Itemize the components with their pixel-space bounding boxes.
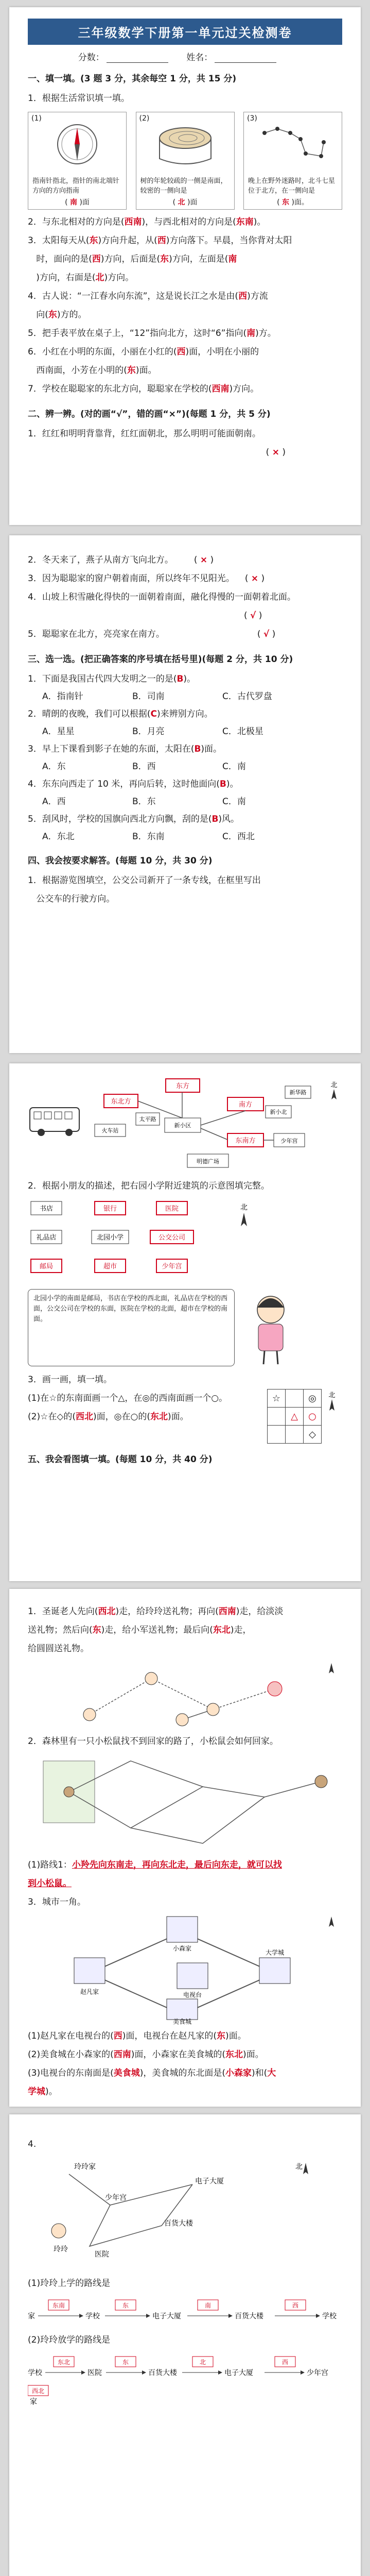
- s2-q2: 2．冬天来了，燕子从南方飞向北方。 ( × ): [28, 555, 214, 565]
- name-label: 姓名：: [186, 53, 213, 63]
- grid-cell[interactable]: [286, 1426, 304, 1444]
- s1-q7: 7．学校在聪聪家的东北方向，聪聪家在学校的(西南)方向。: [28, 384, 259, 394]
- compass-picture: [28, 112, 127, 210]
- answer: 西南: [218, 1606, 236, 1617]
- s1-q4: 4．古人说：“一江春水向东流”，这是说长江之水是由(西)方流 向(东)方的。: [28, 291, 268, 320]
- place-lingling-home: 玲玲家: [74, 2163, 96, 2171]
- map-answer-southeast: 东南方: [235, 1137, 256, 1145]
- answer: 东北: [225, 2049, 243, 2060]
- north-label: 北: [328, 1392, 336, 1399]
- score-label: 分数：: [78, 53, 104, 63]
- worksheet-page-2: [9, 535, 361, 1053]
- place-hospital: 医院: [165, 1205, 179, 1213]
- s4-q3-body: [28, 1389, 342, 1444]
- place-school: 北园小学: [96, 1234, 124, 1242]
- north-arrow-icon: [329, 1399, 334, 1411]
- s3-q1: 1．下面是我国古代四大发明之一的是(B)。: [28, 674, 196, 684]
- s5-q3-3: (3)电视台的东南面是(美食城)，美食城的东北面是(小森家)和(大 学城)。: [28, 2068, 276, 2097]
- big-dipper-icon: [244, 112, 342, 174]
- answer: 西南: [113, 2049, 131, 2060]
- s5-q3-2: (2)美食城在小森家的(西南)面，小森家在美食城的(东北)面。: [28, 2049, 264, 2060]
- map-place-plaza: 明德广场: [197, 1158, 219, 1165]
- map-place-xinhua-road: 新华路: [289, 1089, 307, 1096]
- girl-illustration: [235, 1289, 307, 1366]
- answer: 西: [238, 291, 248, 301]
- route-node: 百货大楼: [235, 2312, 263, 2320]
- speech-and-child: [28, 1289, 342, 1366]
- option[interactable]: C．西北: [222, 832, 255, 842]
- route-node: 学校: [85, 2312, 100, 2320]
- s4-q3-1: (1)在☆的东南面画一个△，在◎的西南面画一个○。: [28, 1393, 228, 1403]
- s2-q3: 3．因为聪聪家的窗户朝着南面，所以终年不见阳光。 ( × ): [28, 573, 265, 584]
- option[interactable]: A．东: [42, 761, 66, 772]
- answer: 东北: [213, 1625, 231, 1635]
- answer: 南: [228, 254, 237, 264]
- answer: 西: [92, 254, 101, 264]
- answer: 西南: [124, 217, 142, 227]
- s1-q1: 1．根据生活常识填一填。: [28, 93, 130, 104]
- answer: 西: [177, 347, 186, 357]
- compass-icon: [28, 112, 126, 174]
- s5-q2-1: (1)路线1：小羚先向东南走，再向东北走，最后向东走，就可以找 到小松鼠。: [28, 1860, 282, 1889]
- forest-map: [28, 1751, 342, 1854]
- s2-q5: 5．聪聪家在北方，亮亮家在南方。 ( √ ): [28, 629, 276, 639]
- route-2: [28, 2349, 342, 2406]
- answer: ×: [251, 573, 259, 584]
- s5-q3-1: (1)赵凡家在电视台的(西)面，电视台在赵凡家的(东)面。: [28, 2031, 246, 2041]
- s5-q2: 2．森林里有一只小松鼠找不到回家的路了，小松鼠会如何回家。: [28, 1736, 278, 1747]
- answer: 西北: [98, 1606, 116, 1617]
- map-place-xinxiaobei: 新小北: [270, 1109, 287, 1115]
- s3-q2: 2．晴朗的夜晚，我们可以根据(C)来辨别方向。: [28, 709, 213, 719]
- score-field[interactable]: [107, 53, 168, 63]
- route-node: 学校: [322, 2312, 337, 2320]
- route-node: 百货大楼: [148, 2369, 177, 2377]
- answer: B: [219, 779, 226, 789]
- option[interactable]: B．西: [132, 761, 156, 772]
- s4-q3-2: (2)☆在◇的(西北)面，◎在○的(东北)面。: [28, 1412, 189, 1422]
- route-direction: 西: [281, 2359, 289, 2366]
- route-node: 学校: [28, 2369, 42, 2377]
- place-hospital: 医院: [95, 2250, 109, 2259]
- worksheet-page-3: [9, 1063, 361, 1581]
- section-1-heading: 一、填一填。(3 题 3 分，其余每空 1 分，共 15 分): [28, 74, 237, 84]
- speech-bubble: 北园小学的南面是邮局，书店在学校的西北面，礼品店在学校的西面，公交公司在学校的东面，医院在学校的北面，超市在学校的南面。: [28, 1289, 235, 1366]
- grid-cell[interactable]: △: [286, 1408, 304, 1426]
- answer: √: [250, 611, 256, 621]
- pic-answer-line: ( 北 )面: [172, 198, 198, 207]
- grid-cell[interactable]: ○: [304, 1408, 322, 1426]
- route-node: 家: [28, 2312, 35, 2320]
- student-info-row: [28, 50, 342, 63]
- route-direction: 东南: [52, 2302, 65, 2309]
- pic-answer: 南: [70, 198, 77, 207]
- route-1: [28, 2293, 342, 2329]
- pic-number: (2): [139, 114, 150, 123]
- santa-route-map: [28, 1658, 342, 1730]
- page-title: 三年级数学下册第一单元过关检测卷: [28, 19, 342, 45]
- city-map: [28, 1911, 342, 2025]
- tour-map: [28, 1077, 342, 1175]
- north-label: 北: [330, 1081, 338, 1089]
- map-place-youth-palace: 少年宫: [280, 1138, 298, 1144]
- place-electronics-building: 电子大厦: [195, 2177, 224, 2185]
- route-node: 医院: [87, 2369, 102, 2377]
- s3-q5-options: [28, 828, 342, 845]
- city-place-food-city: 美食城: [172, 2018, 192, 2025]
- s1-q2: 2．与东北相对的方向是(西南)，与西北相对的方向是(东南)。: [28, 217, 266, 227]
- map-answer-east: 东方: [175, 1082, 190, 1090]
- answer: 美食城: [113, 2068, 140, 2078]
- answer: 东: [48, 310, 57, 320]
- name-field[interactable]: [215, 53, 276, 63]
- school-surroundings-map: [28, 1199, 223, 1287]
- tree-stump-icon: [136, 112, 234, 174]
- north-arrow-icon: [331, 1089, 337, 1099]
- bus-icon: [30, 1108, 79, 1136]
- map-place-station: 火车站: [101, 1127, 119, 1134]
- big-dipper-picture: [243, 112, 342, 210]
- s5-q4: 4.: [28, 2139, 37, 2149]
- place-supermarket: 超市: [103, 1263, 117, 1270]
- s2-q1: 1．红红和明明背靠背，红红面朝北，那么明明可能面朝南。: [28, 429, 261, 439]
- pic-answer: 北: [178, 198, 185, 207]
- answer: 北: [95, 273, 104, 283]
- s3-q2-options: [28, 723, 342, 740]
- answer: 南: [246, 328, 256, 338]
- pic-caption: 指南针指北，指针的南北端针方向的方向指南: [32, 177, 120, 195]
- answer: √: [263, 629, 270, 639]
- option[interactable]: A．星星: [42, 726, 75, 737]
- grid-cell[interactable]: [286, 1389, 304, 1408]
- tree-stump-picture: [136, 112, 235, 210]
- section-2-heading: 二、辨一辨。(对的画“√”，错的画“×”)(每题 1 分，共 5 分): [28, 409, 271, 419]
- s1-q6: 6．小红在小明的东面，小丽在小红的(西)面，小明在小丽的 西南面，小芳在小明的(东)面。: [28, 347, 259, 376]
- s1-q1-pictures: [28, 112, 342, 210]
- answer: B: [212, 814, 219, 824]
- route-direction: 东: [122, 2302, 129, 2309]
- s3-q5: 5．刮风时，学校的国旗向西北方向飘，刮的是(B)风。: [28, 814, 240, 824]
- option[interactable]: A．东北: [42, 832, 75, 842]
- map-answer-northeast: 东北方: [111, 1098, 131, 1106]
- map-answer-south: 南方: [238, 1101, 253, 1109]
- place-post-office: 邮局: [39, 1263, 54, 1270]
- s5-q1: 1．圣诞老人先向(西北)走，给玲玲送礼物；再向(西南)走，给淡淡 送礼物；然后向(东)走，给小军送礼物；最后向(东北)走， 给圆圆送礼物。: [28, 1606, 284, 1654]
- answer: 东: [216, 2031, 225, 2041]
- answer: 东北: [150, 1412, 168, 1422]
- answer: 西北: [76, 1412, 94, 1422]
- s4-q3: 3．画一画，填一填。: [28, 1375, 112, 1385]
- place-youth-palace: 少年宫: [105, 2194, 127, 2202]
- pic-number: (1): [31, 114, 42, 123]
- pic-number: (3): [247, 114, 257, 123]
- option[interactable]: A．西: [42, 796, 66, 807]
- answer: 西: [113, 2031, 122, 2041]
- answer: B: [194, 744, 201, 754]
- route-direction: 南: [204, 2302, 212, 2309]
- grid-cell[interactable]: [268, 1426, 286, 1444]
- map-place-taiping-road: 太平路: [139, 1116, 156, 1123]
- city-place-zhao-home: 赵凡家: [80, 1988, 99, 1995]
- option[interactable]: B．东: [132, 796, 156, 807]
- route-direction: 东北: [57, 2359, 71, 2366]
- answer: B: [177, 674, 184, 684]
- map-place-new-district: 新小区: [174, 1122, 191, 1129]
- s4-q1: 1．根据游览图填空，公交公司新开了一条专线，在框里写出 公交车的行驶方向。: [28, 875, 261, 904]
- answer: 到小松鼠。: [28, 1878, 72, 1889]
- worksheet-page-1: [9, 7, 361, 525]
- answer: 东南: [236, 217, 254, 227]
- s4-q2-diagram: [28, 1199, 342, 1287]
- north-label: 北: [295, 2163, 303, 2171]
- s3-q3-options: [28, 758, 342, 775]
- answer: ×: [272, 447, 279, 457]
- section-4-heading: 四、我会按要求解答。(每题 10 分，共 30 分): [28, 856, 213, 866]
- s3-q4-options: [28, 793, 342, 810]
- s5-q4-2: (2)玲玲放学的路线是: [28, 2335, 111, 2345]
- north-arrow-icon: [241, 1213, 247, 1226]
- option[interactable]: C．北极星: [222, 726, 263, 737]
- option[interactable]: C．南: [222, 796, 246, 807]
- answer: C: [150, 709, 157, 719]
- route-node: 少年宫: [307, 2369, 328, 2377]
- north-arrow-icon: [329, 1663, 334, 1673]
- answer: 东: [127, 365, 136, 376]
- grid-cell[interactable]: [268, 1408, 286, 1426]
- answer: 西: [157, 235, 166, 246]
- answer: 西南: [212, 384, 230, 394]
- option[interactable]: B．月亮: [132, 726, 165, 737]
- option[interactable]: B．东南: [132, 832, 165, 842]
- worksheet-page-4: [9, 1589, 361, 2107]
- place-department-store: 百货大楼: [164, 2219, 193, 2228]
- answer: 东: [160, 254, 169, 264]
- s5-q4-1: (1)玲玲上学的路线是: [28, 2278, 111, 2289]
- city-place-tv-station: 电视台: [183, 1991, 202, 1998]
- route-node: 电子大厦: [224, 2369, 253, 2377]
- lingling-label: 玲玲: [54, 2245, 68, 2253]
- place-bus-company: 公交公司: [158, 1234, 186, 1242]
- pic-caption: 晚上在野外迷路时，北斗七星位于北方，在一侧向是: [248, 177, 336, 195]
- pic-answer: 东: [282, 198, 289, 207]
- s2-q1-answer-line: ( × ): [266, 447, 286, 457]
- section-5-heading: 五、我会看图填一填。(每题 10 分，共 40 分): [28, 1454, 213, 1465]
- north-arrow-icon: [329, 1917, 334, 1927]
- north-arrow-icon: [303, 2163, 308, 2174]
- answer: 东: [92, 1625, 101, 1635]
- answer: ×: [200, 555, 208, 565]
- place-youth-palace: 少年宫: [162, 1263, 182, 1270]
- pic-answer-line: ( 东 )面。: [277, 198, 309, 207]
- option[interactable]: C．南: [222, 761, 246, 772]
- option[interactable]: C．古代罗盘: [222, 691, 272, 702]
- s3-q1-options: [28, 688, 342, 705]
- s3-q4: 4．东东向西走了 10 米，再向后转，这时他面向(B)。: [28, 779, 239, 789]
- grid-cell[interactable]: ☆: [268, 1389, 286, 1408]
- s4-q2: 2．根据小朋友的描述，把右园小学附近建筑的示意图填完整。: [28, 1181, 270, 1191]
- place-gift-shop: 礼品店: [36, 1234, 57, 1242]
- pic-answer-line: ( 南 )面: [65, 198, 90, 207]
- route-direction: 东: [122, 2359, 129, 2366]
- grid-cell[interactable]: ◎: [304, 1389, 322, 1408]
- s1-q5: 5．把手表平放在桌子上，“12”指向北方，这时“6”指向(南)方。: [28, 328, 276, 338]
- worksheet-page-5: [9, 2114, 361, 2576]
- route-direction: 北: [199, 2359, 206, 2366]
- route-direction: 西北: [31, 2387, 45, 2395]
- answer: 学城: [28, 2087, 45, 2097]
- north-indicator: [322, 1389, 342, 1420]
- route-direction: 西: [292, 2302, 299, 2309]
- answer: 小羚先向东南走，再向东北走，最后向东走，就可以找: [72, 1860, 282, 1870]
- grid-cell[interactable]: ◇: [304, 1426, 322, 1444]
- s3-q3: 3．早上下课看到影子在她的东面，太阳在(B)面。: [28, 744, 222, 754]
- s5-q3: 3．城市一角。: [28, 1897, 86, 1907]
- pic-caption: 树的年轮较疏的一侧是南面，较密的一侧向是: [140, 177, 227, 195]
- north-label: 北: [240, 1204, 248, 1212]
- symbol-grid: [267, 1389, 322, 1444]
- place-bank: 银行: [103, 1205, 117, 1213]
- answer: 小森家: [225, 2068, 252, 2078]
- answer: 大: [267, 2068, 276, 2078]
- route-node: 电子大厦: [152, 2312, 181, 2320]
- option[interactable]: B．司南: [132, 691, 165, 702]
- route-node: 家: [30, 2398, 37, 2406]
- option[interactable]: A．指南针: [42, 691, 83, 702]
- answer: 东: [89, 235, 98, 246]
- city-place-xiaosen-home: 小森家: [172, 1945, 192, 1952]
- place-bookstore: 书店: [39, 1205, 54, 1213]
- section-3-heading: 三、选一选。(把正确答案的序号填在括号里)(每题 2 分，共 10 分): [28, 654, 293, 665]
- s2-q4: 4．山坡上积雪融化得快的一面朝着南面，融化得慢的一面朝着北面。 ( √ ): [28, 592, 296, 621]
- north-indicator: [223, 1199, 265, 1261]
- city-place-university: 大学城: [265, 1949, 285, 1956]
- s1-q3: 3．太阳每天从(东)方向升起，从(西)方向落下。早晨，当你背对太阳 时，面向的是(西)方向，后面是(东)方向，左面是(南 )方向，右面是(北)方向。: [28, 235, 292, 283]
- lingling-route-map: [28, 2154, 342, 2272]
